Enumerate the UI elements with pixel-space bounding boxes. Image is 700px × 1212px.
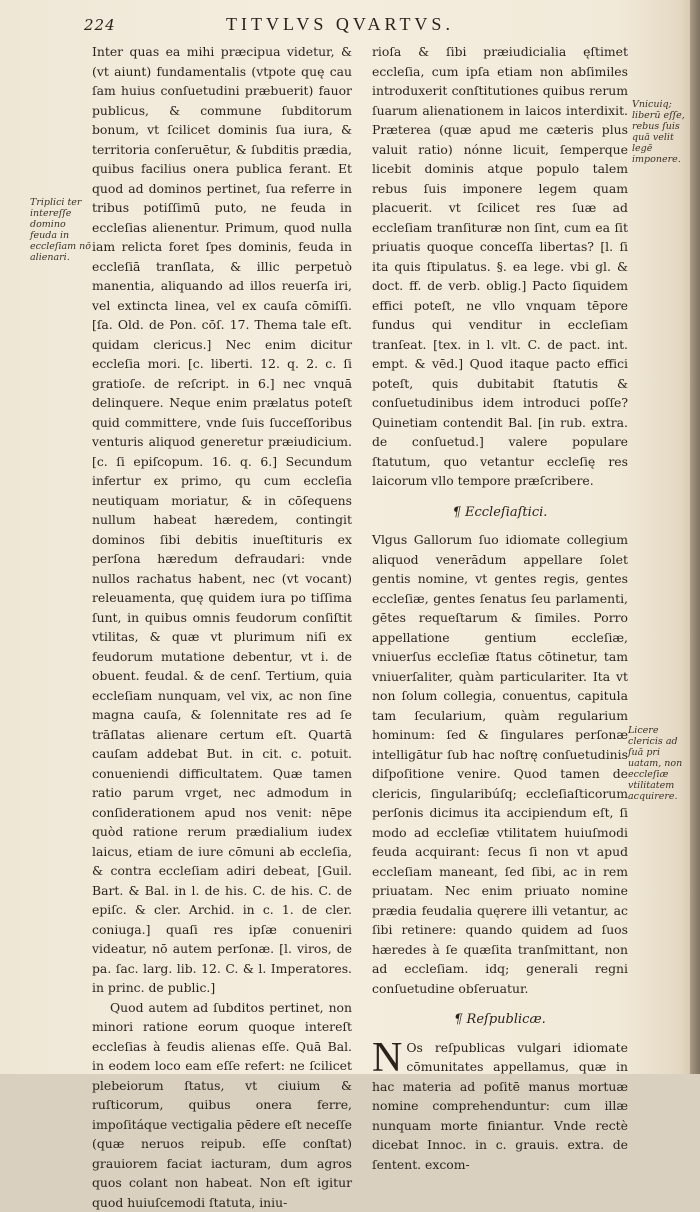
section-heading-respublicae: ¶ Reſpublicæ. <box>372 1010 628 1030</box>
running-title: TITVLVS QVARTVS. <box>226 14 454 35</box>
page-edge <box>690 0 700 1074</box>
margin-note-right-1: Vnicuiq; liberū eſſe, rebus ſuis quā velit legē imponere. <box>632 99 694 165</box>
right-column <box>372 42 628 1174</box>
folio-number: 224 <box>84 16 116 34</box>
right-paragraph-1: rioſa & ſibi præiudicialia ęſtimet eccleſia, cum ipſa etiam non abſimiles introduxerit conſtitutiones quibus rerum ſuarum alienationem in laicos interdixit. Præterea (quæ apud me cæteris plus valuit ratio) nónne licuit, ſemperque licebit dominis atque populo talem rebus ſuis imponere legem quam placuerit. vt ſcilicet res ſuæ ad eccleſiam tranſituræ non ſint, cum ea ſit priuatis quoque conceſſa libertas? [l. ſi ita quis ſtipulatus. §. ea lege. vbi gl. & doct. ff. de verb. oblig.] Pacto ſiquidem effici poteſt, ne vllo vnquam tēpore fundus qui venditur in eccleſiam tranſeat. [tex. in l. vlt. C. de pact. int. empt. & vēd.] Quod itaque pacto effici poteſt, quis dubitabit ſtatutis & conſuetudinibus idem introduci poſſe? Quinetiam contendit Bal. [in rub. extra. de conſuetud.] valere populare ſtatutum, quo vetantur eccleſię res laicorum vllo tempore præſcribere. <box>372 42 628 491</box>
right-paragraph-3 <box>372 1038 628 1175</box>
margin-note-left: Triplici ter intereſſe domino feuda in eccleſiam nō alienari. <box>30 197 92 263</box>
margin-note-right-2: Licere clericis ad ſuā pri uatam, non eccleſiæ vtilitatem acquirere. <box>628 725 692 802</box>
page-header <box>84 14 624 36</box>
left-column <box>92 42 352 1212</box>
right-paragraph-2-text: Vlgus Gallorum ſuo idiomate collegium aliquod venerādum appellare ſolet gentis nomine, vt gentes regis, gentes eccleſiæ, gentes ſenatus ſeu parlamenti, gētes requeſtarum & ſimiles. Porro appellatione gentium eccleſiæ, vniuerſus eccleſiæ ſtatus cōtinetur, tam vniuerſaliter, quàm particulariter. Ita vt non ſolum collegia, conuentus, capitula tam ſecularium, quàm regularium hominum: ſed & ſingulares perſonæ intelligātur ſub hac noſtrę conſuetudinis diſpoſitione venire. Quod tamen de clericis, ſingularibúſq; eccleſiaſticorum perſonis dicimus ita accipiendum eſt, ſi modo ad eccleſiæ vtilitatem huiuſmodi feuda acquirant: ſecus ſi non vt apud eccleſiam maneant, ſed ſibi, ac in rem priuatam. Nec enim priuato nomine prædia feudalia quęrere illi vetantur, ac ſibi retinere: quando quidem ad ſuos hæredes à ſe quæſita tranſmittant, non ad eccleſiam. idq; generali regni conſuetudine obſeruatur. <box>372 532 628 996</box>
left-paragraph-2: Quod autem ad ſubditos pertinet, non minori ratione eorum quoque intereſt eccleſias à feudis alienas eſſe. Quā Bal. in eodem loco eam eſſe refert: ne ſcilicet plebeiorum ſtatus, vt ciuium & ruſticorum, quibus onera ferre, impoſitáque vectigalia pēdere eſt neceſſe (quæ neruos reipub. eſſe conſtat) grauiorem faciat iacturam, dum agros quos colant non habeat. Non eſt igitur quod huiuſcemodi ſtatuta, iniu- <box>92 998 352 1212</box>
left-paragraph-1: Inter quas ea mihi præcipua videtur, & (vt aiunt) fundamentalis (vtpote quę cau ſam huius conſuetudini præbuerit) fauor publicus, & commune ſubditorum bonum, vt ſcilicet dominis ſua iura, & territoria conſeruētur, & ſubditis prædia, quibus facilius onera publica ferant. Et quod ad dominos pertinet, ſua referre in tribus potiſſimū puto, ne feuda in eccleſias alienentur. Primum, quod nulla iam relicta foret ſpes dominis, feuda in eccleſiā tranſlata, & illic perpetuò manentia, aliquando ad illos reuerſa iri, vel extincta linea, vel ex cauſa cōmiſſi. [ſa. Old. de Pon. cōſ. 17. Thema tale eſt. quidam clericus.] Nec enim dicitur eccleſia mori. [c. liberti. 12. q. 2. c. ſi gratioſe. de reſcript. in 6.] nec vnquā delinquere. Neque enim prælatus poteſt quid committere, vnde ſuis ſucceſſoribus venturis aliquod generetur præiudicium. [c. ſi epiſcopum. 16. q. 6.] Secundum infertur ex primo, qu cum eccleſia neutiquam moriatur, & in cōſequens nullum habeat hæredem, contingit dominos ſibi debitis inueſtituris ex perſona hæredum defraudari: vnde nullos rachatus habent, nec (vt vocant) releuamenta, quę quidem iura po tiſſima ſunt, in quibus omnis feudorum conſiſtit vtilitas, & quæ vt plurimum niſi ex feudorum mutatione debentur, vt i. de obuent. feudal. & de cenſ. Tertium, quia eccleſiam nunquam, vel vix, ac non ſine magna cauſa, & ſolennitate res ad ſe trāſlatas alienare certum eſt. Quartā cauſam addebat But. in cit. c. potuit. conueniendi difficultatem. Quæ tamen ratio parum vrget, nec admodum in conſiderationem apud nos venit: nēpe quòd ratione rerum prædialium iudex laicus, etiam de iure cōmuni ab eccleſia, & contra eccleſiam adiri debeat, [Guil. Bart. & Bal. in l. de his. C. de his. C. de epiſc. & cler. Archid. in c. 1. de cler. coniuga.] quaſi res ipſæ conueniri videatur, nō autem perſonæ. [l. viros, de pa. ſac. larg. lib. 12. C. & l. Imperatores. in princ. de public.] <box>92 42 352 998</box>
right-paragraph-3-text: Os reſpublicas vulgari idiomate cōmunitates appellamus, quæ in hac materia ad poſitē manus mortuæ nomine comprehenduntur: cum illæ nunquam morte finiantur. Vnde rectè dicebat Innoc. in c. grauis. extra. de ſentent. excom- <box>372 1040 628 1172</box>
section-heading-ecclesiastici: ¶ Eccleſiaſtici. <box>372 503 628 523</box>
drop-cap-n: N <box>372 1040 402 1076</box>
right-paragraph-2 <box>372 530 628 998</box>
